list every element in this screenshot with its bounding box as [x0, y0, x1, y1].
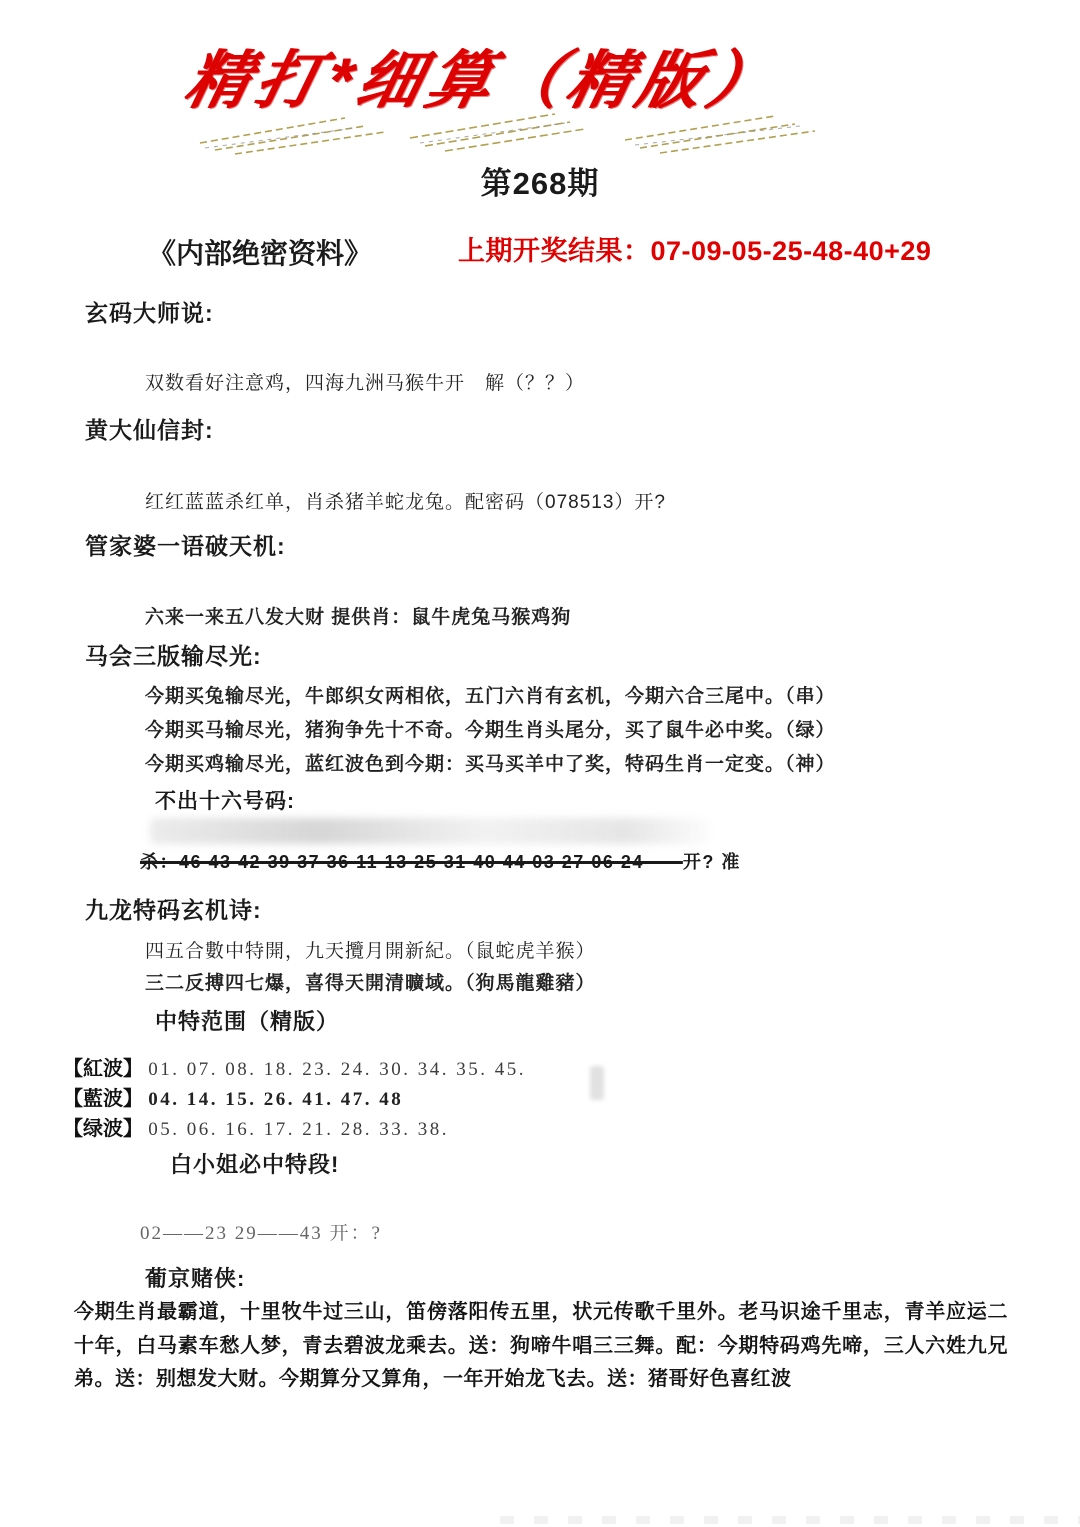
heading-baixiaojie-segment: 白小姐必中特段!	[170, 1152, 340, 1177]
heading-zhongte-range: 中特范围（精版）	[155, 1009, 340, 1034]
heading-pujing-gambler: 葡京赌侠:	[145, 1266, 246, 1291]
red-wave-row	[63, 1052, 526, 1081]
heading-guanjiapo: 管家婆一语破天机:	[85, 533, 286, 559]
huangdaxian-tip-line: 红红蓝蓝杀红单，肖杀猪羊蛇龙兔。配密码（078513）开?	[145, 492, 666, 513]
heading-sixteen-excluded: 不出十六号码:	[155, 790, 295, 813]
green-wave-label: 【绿波】	[63, 1118, 143, 1140]
guanjiapo-tip-line: 六来一来五八发大财 提供肖：鼠牛虎兔马猴鸡狗	[145, 607, 572, 628]
heading-huangdaxian-envelope: 黄大仙信封:	[85, 417, 214, 443]
killed-numbers-line	[140, 848, 741, 874]
scan-edge-artifact	[500, 1516, 1080, 1524]
killed-numbers-struck: 杀：46 43 42 39 37 36 11 13 25 31 40 44 03 27 06 24——	[140, 852, 683, 872]
last-draw-result: 上期开奖结果：07-09-05-25-48-40+29	[458, 236, 932, 266]
baixiaojie-segment-line: 02——23 29——43 开：?	[140, 1223, 382, 1244]
paper-title-art: 精打*细算（精版）	[178, 46, 787, 116]
jiulong-poem-line-1: 四五合數中特開，九天攬月開新紀。（鼠蛇虎羊猴）	[145, 941, 596, 962]
mahui-line-lv: 今期买马输尽光，猪狗争先十不奇。今期生肖头尾分，买了鼠牛必中奖。（绿）	[145, 720, 836, 741]
blue-wave-row	[63, 1082, 403, 1111]
heading-mahui-three-editions: 马会三版输尽光:	[85, 643, 262, 669]
heading-xuanma-master: 玄码大师说:	[85, 300, 214, 326]
subtitle-secret-material: 《内部绝密资料》	[148, 238, 373, 269]
jiulong-poem-line-2: 三二反搏四七爆，喜得天開清曠域。（狗馬龍雞豬）	[145, 973, 596, 994]
blue-wave-label: 【藍波】	[63, 1088, 143, 1110]
ink-smudge	[150, 818, 710, 844]
red-wave-label: 【紅波】	[63, 1058, 143, 1080]
title-scribble-decoration	[195, 98, 860, 160]
killed-numbers-suffix: 开? 准	[682, 852, 741, 872]
pujing-verse-paragraph: 今期生肖最霸道，十里牧牛过三山，笛傍落阳传五里，状元传歌千里外。老马识途千里志，青羊应运二十年，白马素车愁人梦，青去碧波龙乘去。送：狗啼牛唱三三舞。配：今期特码鸡先啼，三人六姓九兄弟。送：别想发大财。今期算分又算角，一年开始龙飞去。送：猪哥好色喜红波	[74, 1301, 1008, 1390]
red-wave-numbers: 01. 07. 08. 18. 23. 24. 30. 34. 35. 45.	[148, 1059, 527, 1080]
mahui-line-chuan: 今期买兔输尽光，牛郎织女两相依，五门六肖有玄机，今期六合三尾中。（串）	[145, 686, 836, 707]
heading-jiulong-poem: 九龙特码玄机诗:	[85, 897, 262, 923]
issue-number: 第268期	[480, 166, 600, 201]
xuanma-tip-line: 双数看好注意鸡，四海九洲马猴牛开 解（？？）	[145, 373, 586, 394]
ink-smudge	[590, 1066, 604, 1100]
green-wave-numbers: 05. 06. 16. 17. 21. 28. 33. 38.	[148, 1119, 450, 1140]
green-wave-row	[63, 1112, 449, 1141]
mahui-line-shen: 今期买鸡输尽光，蓝红波色到今期：买马买羊中了奖，特码生肖一定变。（神）	[145, 754, 836, 775]
blue-wave-numbers: 04. 14. 15. 26. 41. 47. 48	[148, 1089, 404, 1110]
